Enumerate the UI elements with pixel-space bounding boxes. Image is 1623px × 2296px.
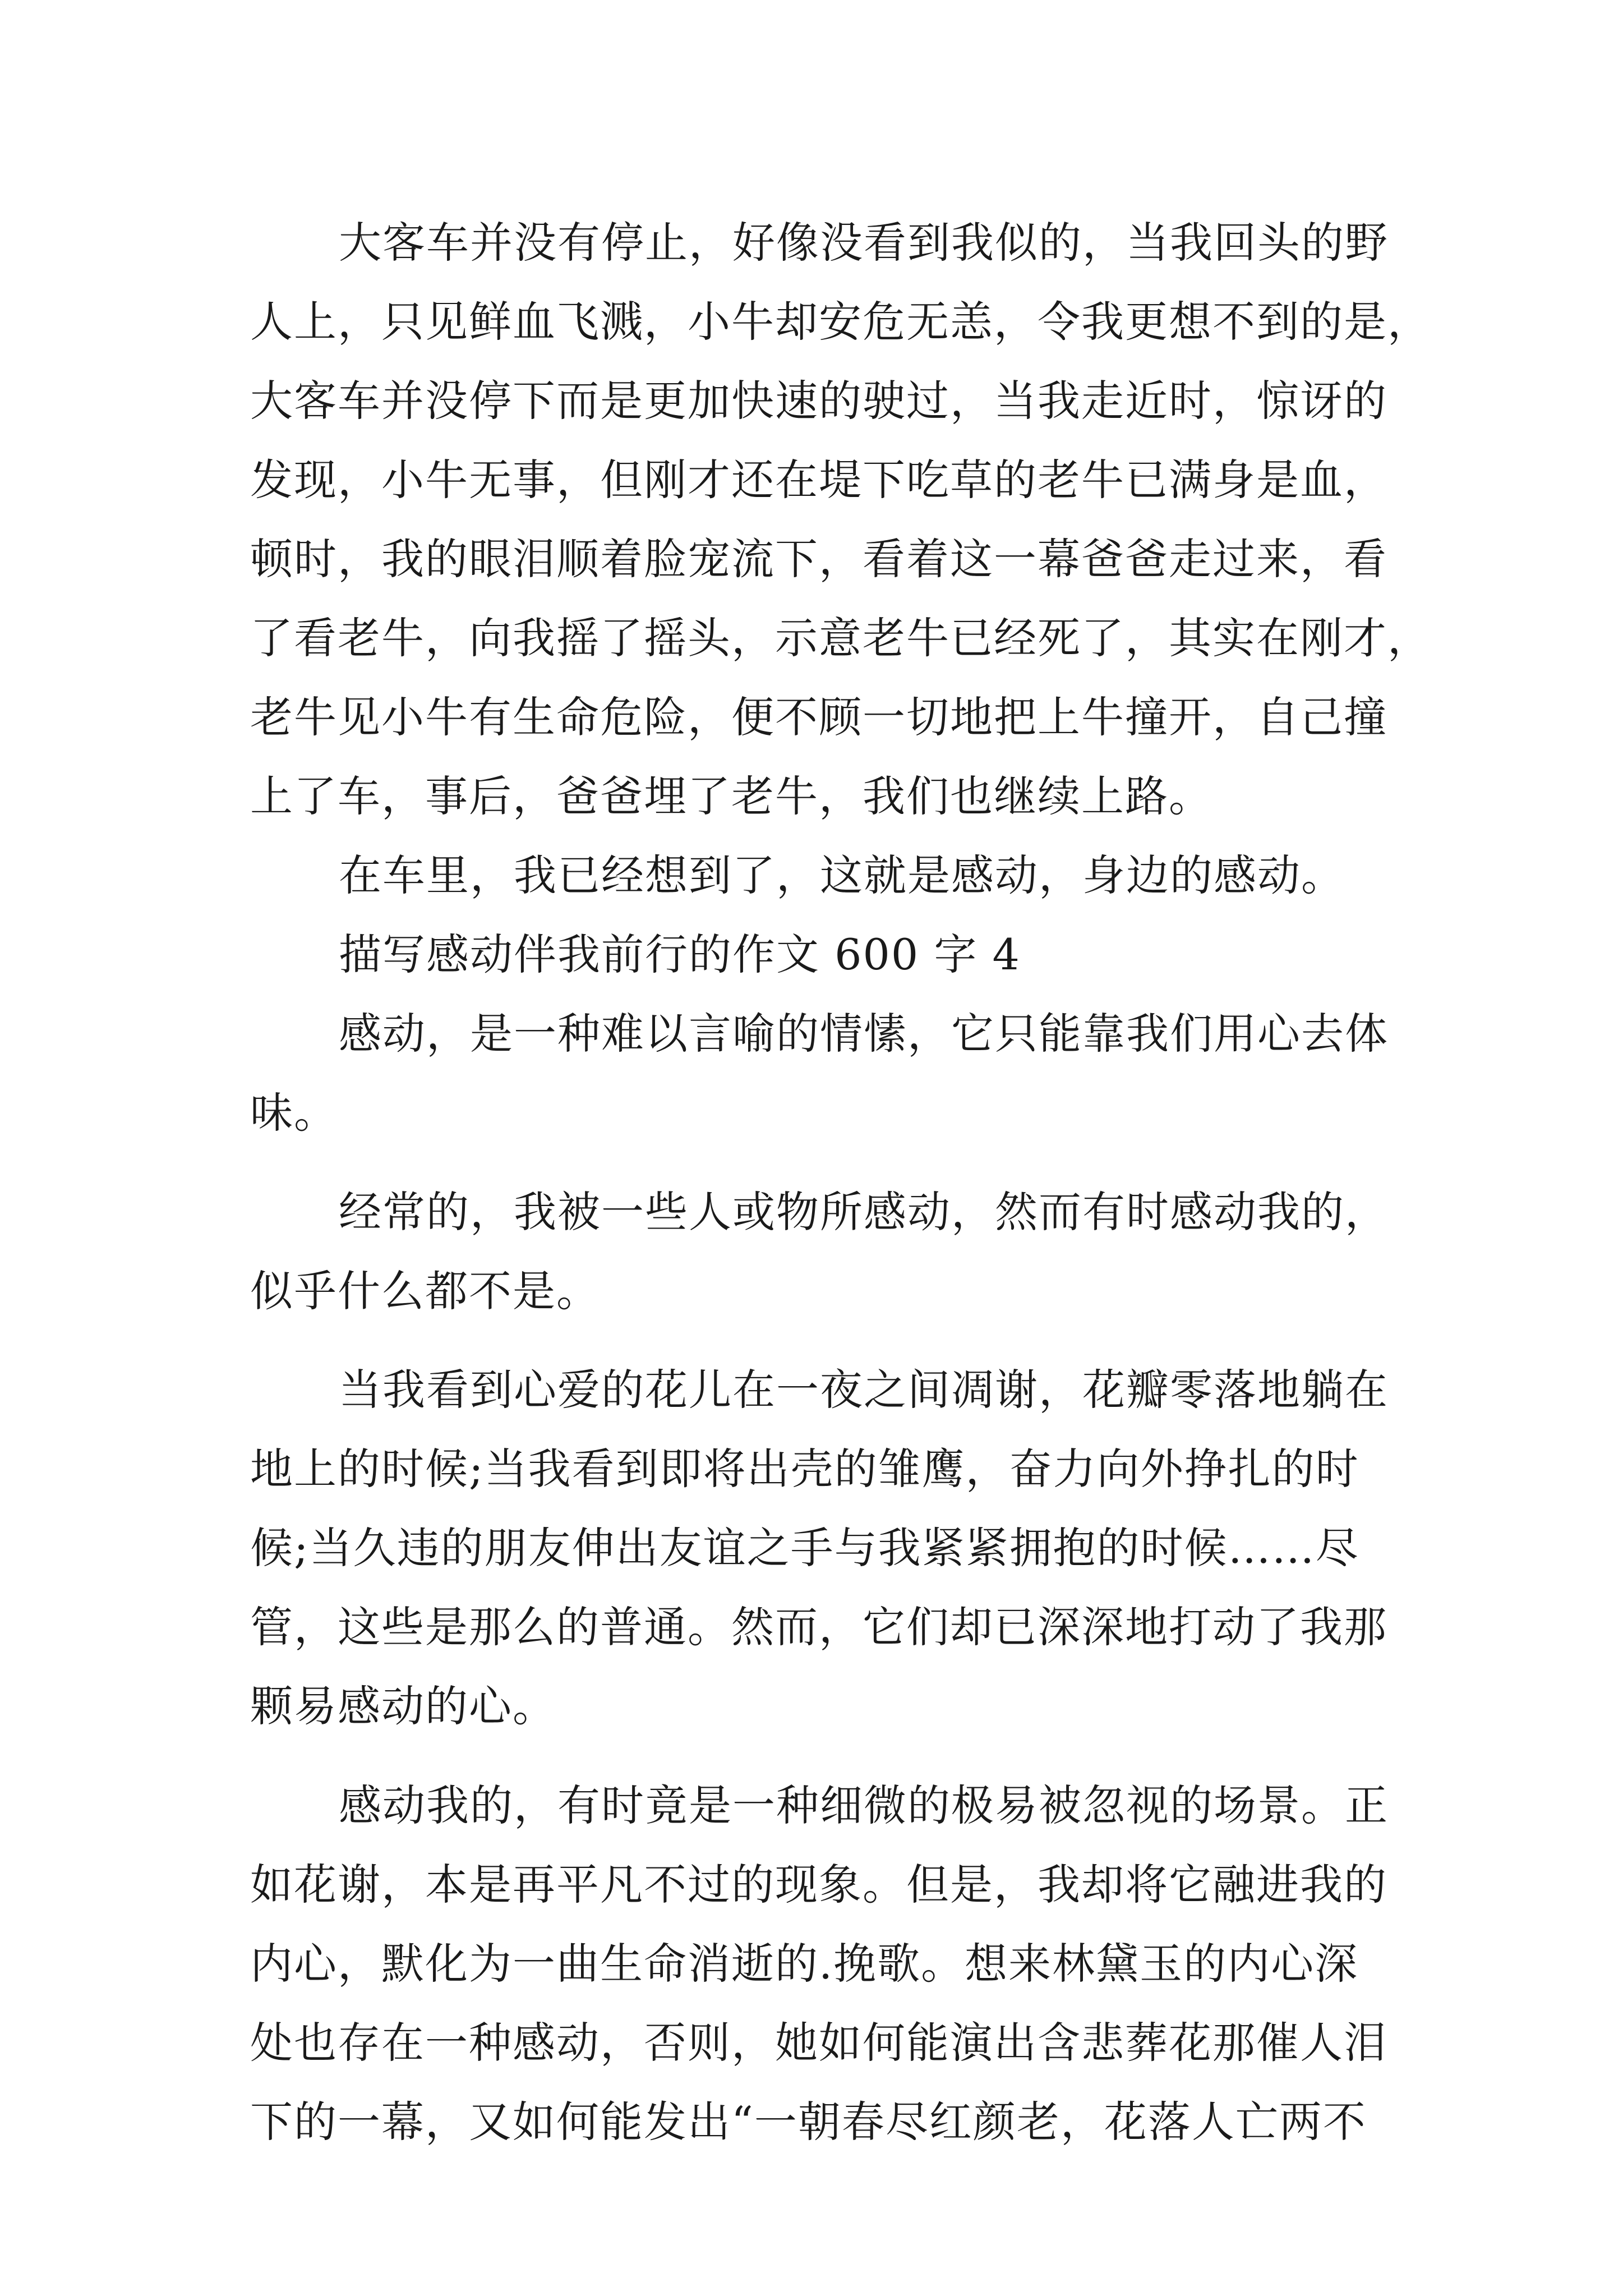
text-line: 人上，只见鲜血飞溅，小牛却安危无恙，令我更想不到的是， bbox=[250, 297, 1431, 347]
text-line: 顿时，我的眼泪顺着脸宠流下，看着这一幕爸爸走过来，看 bbox=[250, 534, 1387, 584]
text-line: 大客车并没停下而是更加快速的驶过，当我走近时，惊讶的 bbox=[250, 376, 1387, 426]
text-line: 地上的时候;当我看到即将出壳的雏鹰，奋力向外挣扎的时 bbox=[250, 1444, 1359, 1494]
section-heading: 描写感动伴我前行的作文 600 字 4 bbox=[339, 930, 1021, 979]
text-line: 管，这些是那么的普通。然而，它们却已深深地打动了我那 bbox=[250, 1602, 1387, 1652]
text-line: 如花谢，本是再平凡不过的现象。但是，我却将它融进我的 bbox=[250, 1860, 1387, 1910]
text-line: 味。 bbox=[250, 1088, 338, 1138]
text-line: 候;当久违的朋友伸出友谊之手与我紧紧拥抱的时候……尽 bbox=[250, 1523, 1359, 1573]
text-line: 下的一幕，又如何能发出“一朝春尽红颜老，花落人亡两不 bbox=[250, 2097, 1367, 2147]
text-line: 似乎什么都不是。 bbox=[250, 1266, 600, 1316]
text-line: 颗易感动的心。 bbox=[250, 1681, 556, 1731]
text-line: 处也存在一种感动，否则，她如何能演出含悲葬花那催人泪 bbox=[250, 2018, 1387, 2068]
text-line: 在车里，我已经想到了，这就是感动，身边的感动。 bbox=[339, 850, 1345, 900]
text-line: 发现，小牛无事，但刚才还在堤下吃草的老牛已满身是血， bbox=[250, 455, 1387, 505]
text-line: 感动我的，有时竟是一种细微的极易被忽视的场景。正 bbox=[339, 1780, 1389, 1830]
text-line: 老牛见小牛有生命危险，便不顾一切地把上牛撞开，自己撞 bbox=[250, 692, 1387, 742]
text-line: 上了车，事后，爸爸埋了老牛，我们也继续上路。 bbox=[250, 771, 1212, 821]
text-line: 了看老牛，向我摇了摇头，示意老牛已经死了，其实在刚才， bbox=[250, 613, 1431, 663]
text-line: 经常的，我被一些人或物所感动，然而有时感动我的， bbox=[339, 1187, 1389, 1237]
text-line: 感动，是一种难以言喻的情愫，它只能靠我们用心去体 bbox=[339, 1009, 1389, 1059]
text-line: 当我看到心爱的花儿在一夜之间凋谢，花瓣零落地躺在 bbox=[339, 1365, 1389, 1415]
text-line: 内心，默化为一曲生命消逝的.挽歌。想来林黛玉的内心深 bbox=[250, 1939, 1359, 1989]
text-line: 大客车并没有停止，好像没看到我似的，当我回头的野 bbox=[339, 218, 1389, 268]
